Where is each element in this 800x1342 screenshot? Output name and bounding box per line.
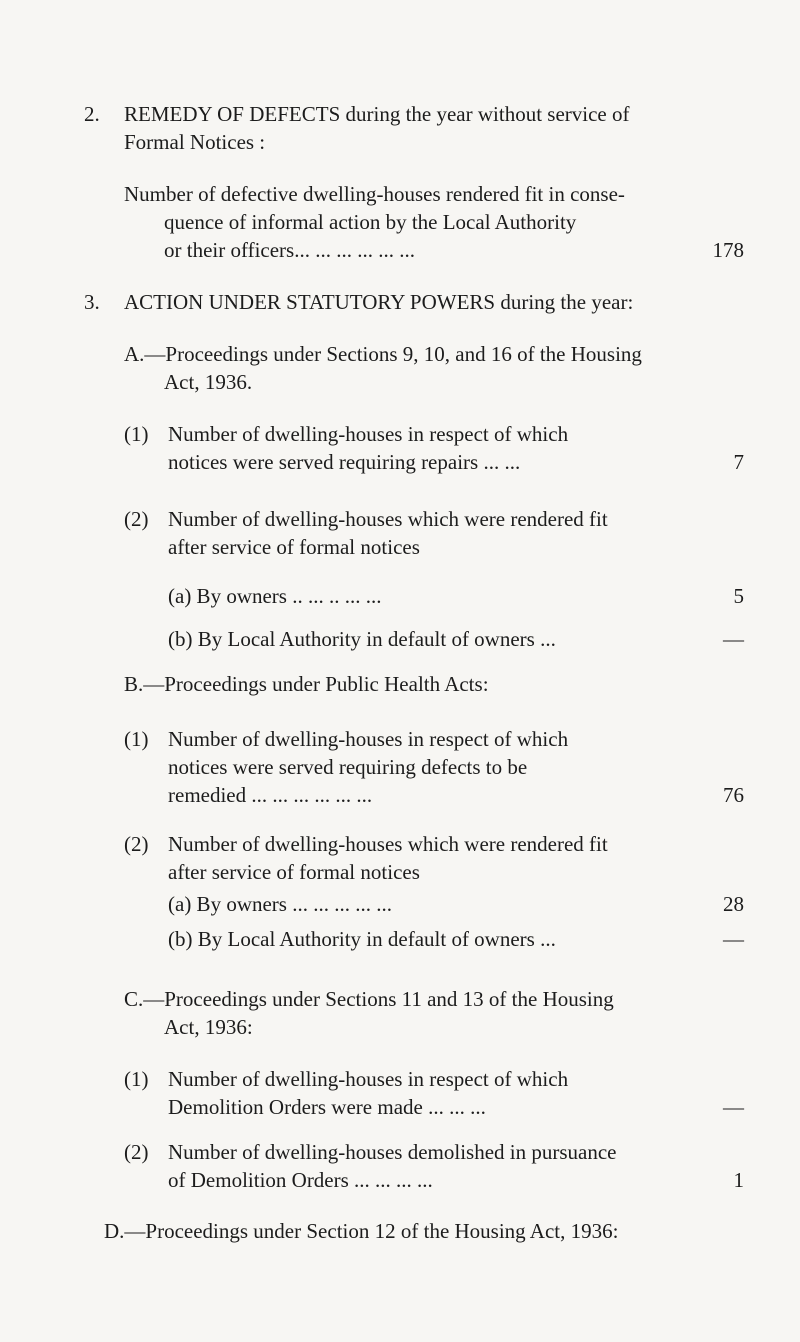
item-line: Number of dwelling-houses which were rendered fit <box>168 832 608 856</box>
subsection-c-heading: C.—Proceedings under Sections 11 and 13 of the Housing <box>124 987 614 1011</box>
section-3 <box>84 288 744 318</box>
item-line: Number of dwelling-houses in respect of which <box>168 727 569 751</box>
item-number: (2) <box>124 832 149 856</box>
item-value: 76 <box>723 783 744 807</box>
section-3-number: 3. <box>84 290 100 314</box>
subsection-c <box>124 985 744 1195</box>
subsection-c-heading-cont: Act, 1936: <box>164 1015 253 1039</box>
item-number: (2) <box>124 507 149 531</box>
item-value: — <box>723 1095 744 1119</box>
subsection-a <box>124 340 744 660</box>
section-2-item-line: Number of defective dwelling-houses rendered fit in conse- <box>124 182 625 206</box>
item-line: Number of dwelling-houses which were rendered fit <box>168 507 608 531</box>
section-2-number: 2. <box>84 102 100 126</box>
item-number: (1) <box>124 727 149 751</box>
item-number: (1) <box>124 422 149 446</box>
item-line: Number of dwelling-houses in respect of which <box>168 422 569 446</box>
item-line: Number of dwelling-houses in respect of which <box>168 1067 569 1091</box>
item-line: Number of dwelling-houses demolished in pursuance <box>168 1140 617 1164</box>
subitem-line: (b) By Local Authority in default of owners ... <box>168 927 556 951</box>
item-line: Demolition Orders were made ... ... ... <box>168 1095 486 1119</box>
section-2-heading-cont: Formal Notices : <box>124 130 266 154</box>
item-number: (1) <box>124 1067 149 1091</box>
section-3-heading: ACTION UNDER STATUTORY POWERS during the year: <box>124 290 634 314</box>
subsection-d-heading: D.—Proceedings under Section 12 of the Housing Act, 1936: <box>104 1219 619 1243</box>
subitem-line: (a) By owners .. ... .. ... ... <box>168 584 382 608</box>
section-2-heading: REMEDY OF DEFECTS during the year without service of <box>124 102 630 126</box>
subsection-b-heading: B.—Proceedings under Public Health Acts: <box>124 672 489 696</box>
section-2 <box>84 100 744 300</box>
item-value: — <box>723 627 744 651</box>
item-value: 7 <box>733 450 744 474</box>
item-line: remedied ... ... ... ... ... ... <box>168 783 373 807</box>
subsection-a-heading-cont: Act, 1936. <box>164 370 253 394</box>
subitem-line: (a) By owners ... ... ... ... ... <box>168 892 392 916</box>
item-line: of Demolition Orders ... ... ... ... <box>168 1168 433 1192</box>
item-value: — <box>723 927 744 951</box>
item-value: 1 <box>733 1168 744 1192</box>
subsection-a-heading: A.—Proceedings under Sections 9, 10, and 16 of the Housing <box>124 342 642 366</box>
subitem-line: (b) By Local Authority in default of owners ... <box>168 627 556 651</box>
section-2-item-value: 178 <box>712 238 744 262</box>
section-2-item-line: or their officers... ... ... ... ... ... <box>164 238 415 262</box>
item-number: (2) <box>124 1140 149 1164</box>
item-line: after service of formal notices <box>168 860 420 884</box>
item-value: 28 <box>723 892 744 916</box>
item-line: notices were served requiring defects to be <box>168 755 528 779</box>
subsection-b <box>124 670 744 960</box>
section-2-item-line: quence of informal action by the Local Authority <box>164 210 577 234</box>
item-line: notices were served requiring repairs ... ... <box>168 450 521 474</box>
item-line: after service of formal notices <box>168 535 420 559</box>
item-value: 5 <box>733 584 744 608</box>
subsection-d <box>104 1217 744 1313</box>
